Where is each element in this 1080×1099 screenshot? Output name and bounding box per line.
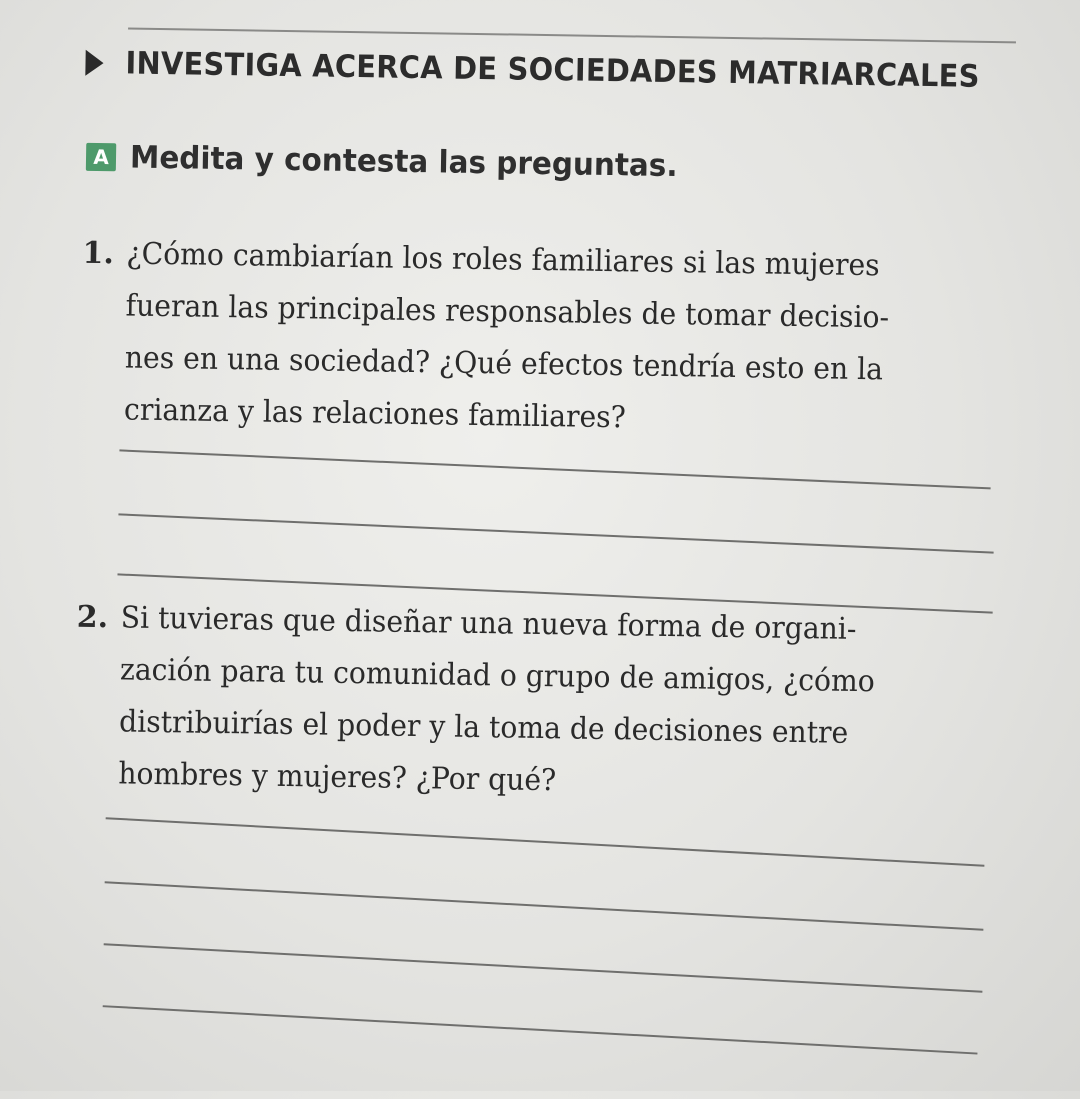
activity-badge: A — [86, 143, 116, 171]
answer-line[interactable] — [103, 1005, 978, 1054]
answer-line[interactable] — [118, 513, 993, 553]
section-title: INVESTIGA ACERCA DE SOCIEDADES MATRIARCALES — [125, 45, 980, 95]
answer-line[interactable] — [104, 943, 983, 993]
triangle-bullet-icon — [85, 50, 103, 76]
question-text-line: distribuirías el poder y la toma de decisiones entre — [118, 704, 849, 751]
section-heading — [85, 45, 1044, 96]
question-text-line: Si tuvieras que diseñar una nueva forma de organi- — [120, 600, 857, 647]
activity-header — [86, 139, 707, 185]
question-text-line: hombres y mujeres? ¿Por qué? — [118, 756, 557, 799]
question-text-line: crianza y las relaciones familiares? — [123, 392, 627, 436]
question-text-line: nes en una sociedad? ¿Qué efectos tendría esto en la — [124, 340, 884, 388]
question-2 — [76, 593, 957, 799]
question-text-line: ¿Cómo cambiarían los roles familiares si las mujeres — [126, 236, 880, 284]
question-1 — [82, 229, 963, 436]
answer-line[interactable] — [105, 881, 984, 931]
question-number: 1. — [82, 235, 115, 272]
activity-instruction: Medita y contesta las preguntas. — [129, 139, 678, 185]
question-text-line: zación para tu comunidad o grupo de amigos, ¿cómo — [119, 652, 876, 700]
question-text-line: fueran las principales responsables de tomar decisio- — [125, 288, 890, 336]
top-divider — [128, 27, 1016, 43]
answer-line[interactable] — [106, 817, 985, 867]
answer-line[interactable] — [119, 449, 990, 489]
question-number: 2. — [76, 599, 109, 636]
